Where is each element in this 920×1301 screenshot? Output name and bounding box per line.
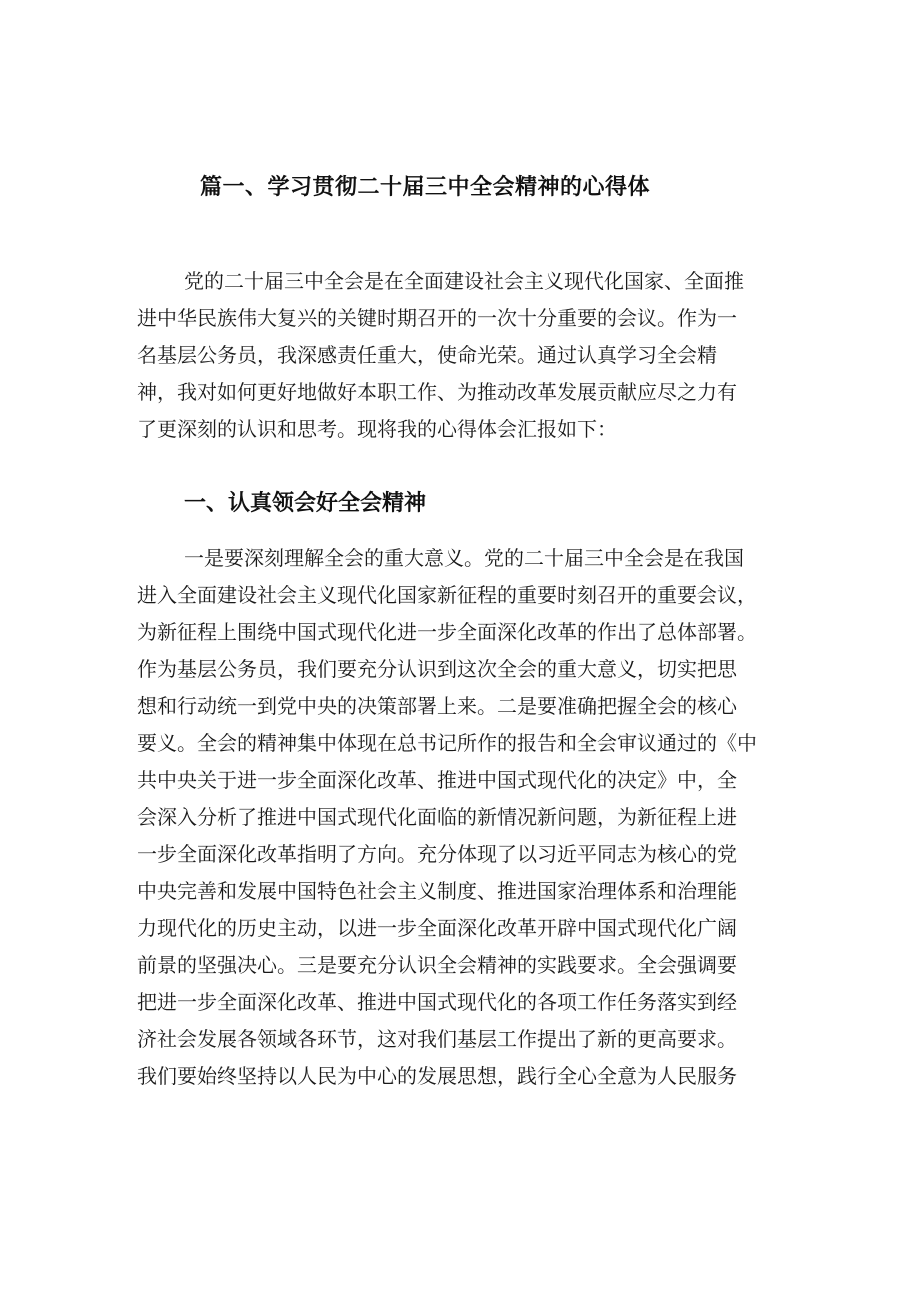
paragraph-line: 中央完善和发展中国特色社会主义制度、推进国家治理体系和治理能 [137,879,737,903]
paragraph-line: 我们要始终坚持以人民为中心的发展思想，践行全心全意为人民服务 [137,1064,737,1088]
paragraph-line: 共中央关于进一步全面深化改革、推进中国式现代化的决定》中，全 [137,768,737,792]
paragraph-line: 了更深刻的认识和思考。现将我的心得体会汇报如下： [137,417,617,441]
paragraph-line: 把进一步全面深化改革、推进中国式现代化的各项工作任务落实到经 [137,990,737,1014]
document-title: 篇一、学习贯彻二十届三中全会精神的心得体 [200,175,651,200]
paragraph-line: 神，我对如何更好地做好本职工作、为推动改革发展贡献应尽之力有 [137,380,737,404]
paragraph-line: 进入全面建设社会主义现代化国家新征程的重要时刻召开的重要会议， [137,583,757,607]
section-heading: 一、认真领会好全会精神 [184,491,427,516]
body-paragraph [137,540,757,1095]
paragraph-line: 名基层公务员，我深感责任重大，使命光荣。通过认真学习全会精 [137,343,717,367]
paragraph-line: 前景的坚强决心。三是要充分认识全会精神的实践要求。全会强调要 [137,953,737,977]
paragraph-line: 要义。全会的精神集中体现在总书记所作的报告和全会审议通过的《中 [137,731,757,755]
paragraph-line: 一是要深刻理解全会的重大意义。党的二十届三中全会是在我国 [184,546,744,570]
paragraph-line: 力现代化的历史主动，以进一步全面深化改革开辟中国式现代化广阔 [137,916,737,940]
paragraph-line: 一步全面深化改革指明了方向。充分体现了以习近平同志为核心的党 [137,842,737,866]
paragraph-line: 会深入分析了推进中国式现代化面临的新情况新问题，为新征程上进 [137,805,737,829]
paragraph-line: 济社会发展各领域各环节，这对我们基层工作提出了新的更高要求。 [137,1027,737,1051]
paragraph-line: 想和行动统一到党中央的决策部署上来。二是要准确把握全会的核心 [137,694,737,718]
paragraph-line: 党的二十届三中全会是在全面建设社会主义现代化国家、全面推 [184,269,744,293]
paragraph-line: 进中华民族伟大复兴的关键时期召开的一次十分重要的会议。作为一 [137,306,737,330]
paragraph-line: 为新征程上围绕中国式现代化进一步全面深化改革的作出了总体部署。 [137,620,757,644]
paragraph-line: 作为基层公务员，我们要充分认识到这次全会的重大意义，切实把思 [137,657,737,681]
intro-paragraph [137,263,744,448]
